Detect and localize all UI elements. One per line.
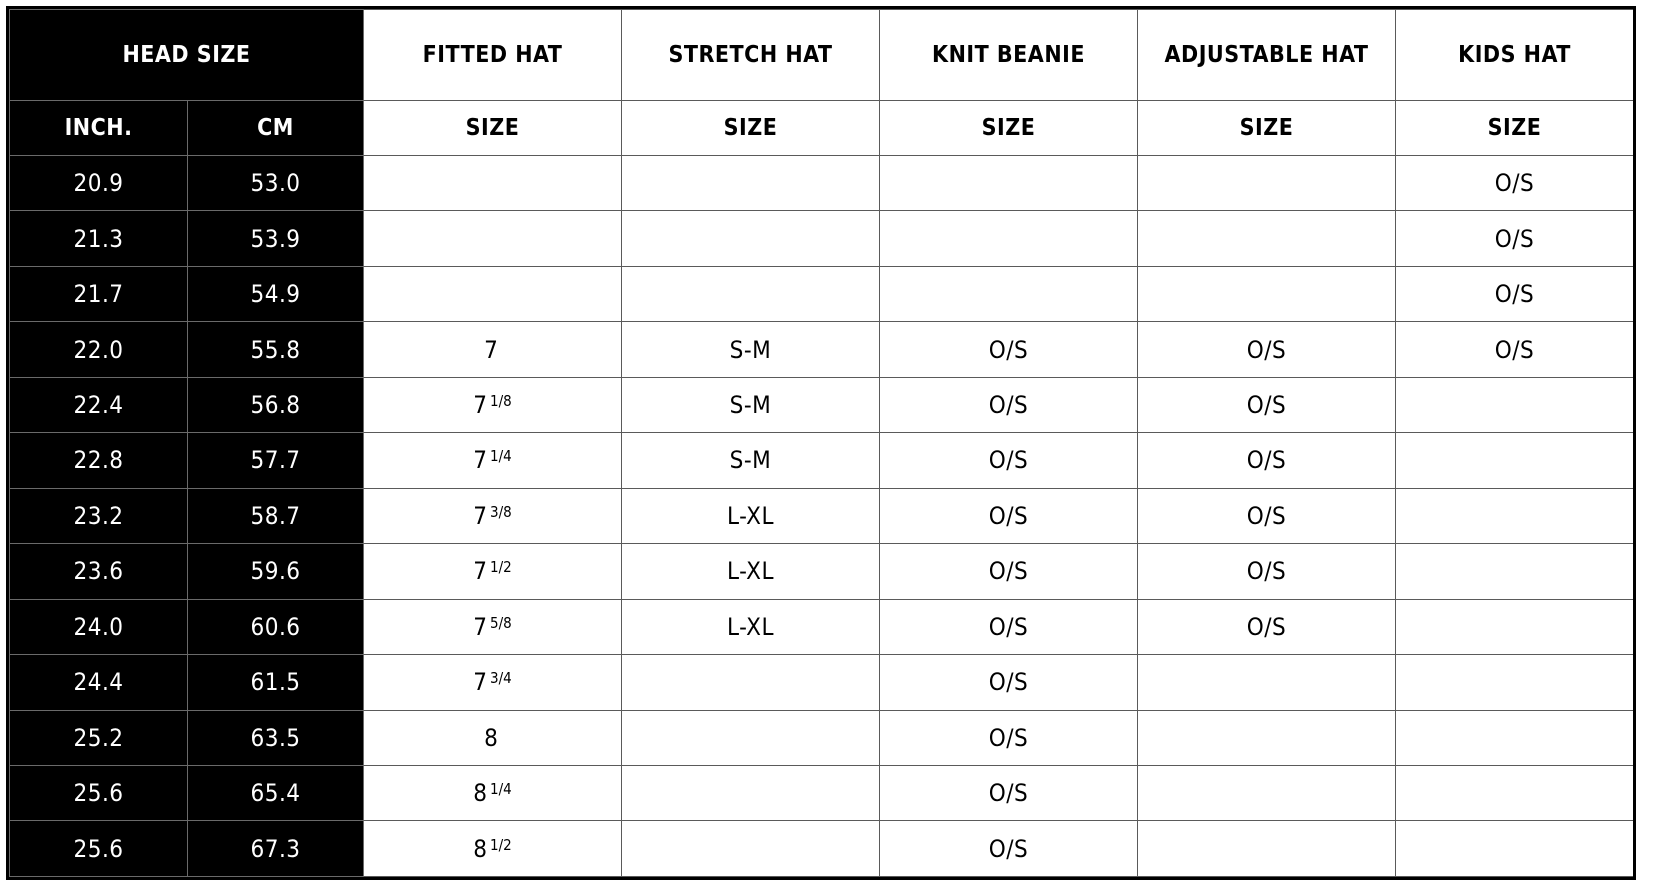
fitted-size-whole: 8	[473, 834, 487, 863]
adjustable-size-cell	[1138, 655, 1396, 710]
fitted-size-cell	[364, 377, 622, 432]
header-row-categories	[10, 10, 1634, 101]
adjustable-size-cell: O/S	[1138, 433, 1396, 488]
table-row	[10, 433, 1634, 488]
fitted-size-fraction: 1/2	[490, 835, 512, 854]
fitted-size-whole: 7	[484, 335, 498, 364]
fitted-size-whole: 8	[484, 723, 498, 752]
table-row	[10, 322, 1634, 377]
fitted-size-cell	[364, 821, 622, 877]
fitted-size-cell	[364, 433, 622, 488]
kids-size-cell	[1396, 544, 1634, 599]
cm-header: CM	[188, 101, 364, 156]
table-row	[10, 266, 1634, 321]
stretch-size-cell: L-XL	[622, 488, 880, 543]
inch-cell: 24.0	[10, 599, 188, 654]
adjustable-size-cell	[1138, 266, 1396, 321]
table-row	[10, 544, 1634, 599]
knit-size-cell	[880, 156, 1138, 211]
table-row	[10, 765, 1634, 820]
knit-size-cell: O/S	[880, 322, 1138, 377]
cm-cell: 65.4	[188, 765, 364, 820]
cm-cell: 67.3	[188, 821, 364, 877]
knit-size-header: SIZE	[880, 101, 1138, 156]
knit-size-cell	[880, 211, 1138, 266]
fitted-size-whole: 7	[473, 446, 487, 475]
kids-size-cell: O/S	[1396, 211, 1634, 266]
cm-cell: 59.6	[188, 544, 364, 599]
fitted-size-whole: 7	[473, 501, 487, 530]
stretch-size-cell	[622, 211, 880, 266]
fitted-size-fraction: 1/4	[490, 780, 512, 799]
fitted-size-cell	[364, 266, 622, 321]
stretch-size-cell: L-XL	[622, 544, 880, 599]
cm-cell: 60.6	[188, 599, 364, 654]
kids-size-cell	[1396, 377, 1634, 432]
fitted-size-whole: 7	[473, 612, 487, 641]
adjustable-size-cell	[1138, 710, 1396, 765]
inch-cell: 22.0	[10, 322, 188, 377]
table-row	[10, 488, 1634, 543]
fitted-size-fraction: 1/8	[490, 392, 512, 411]
table-row	[10, 710, 1634, 765]
fitted-size-cell	[364, 156, 622, 211]
hat-size-chart-table	[9, 9, 1634, 877]
cm-cell: 63.5	[188, 710, 364, 765]
knit-size-cell: O/S	[880, 655, 1138, 710]
kids-size-cell	[1396, 765, 1634, 820]
kids-size-cell: O/S	[1396, 156, 1634, 211]
table-row	[10, 599, 1634, 654]
stretch-size-cell	[622, 821, 880, 877]
fitted-size-cell	[364, 211, 622, 266]
fitted-size-cell	[364, 544, 622, 599]
adjustable-size-cell: O/S	[1138, 599, 1396, 654]
cm-cell: 53.0	[188, 156, 364, 211]
cm-cell: 56.8	[188, 377, 364, 432]
stretch-size-cell	[622, 266, 880, 321]
stretch-size-cell	[622, 655, 880, 710]
stretch-hat-header: STRETCH HAT	[622, 10, 880, 101]
inch-cell: 23.2	[10, 488, 188, 543]
fitted-size-fraction: 1/2	[490, 558, 512, 577]
fitted-size-fraction: 5/8	[490, 613, 512, 632]
fitted-size-header: SIZE	[364, 101, 622, 156]
inch-cell: 25.6	[10, 821, 188, 877]
kids-size-cell	[1396, 433, 1634, 488]
fitted-size-fraction: 1/4	[490, 447, 512, 466]
cm-cell: 53.9	[188, 211, 364, 266]
cm-cell: 57.7	[188, 433, 364, 488]
stretch-size-cell	[622, 710, 880, 765]
knit-size-cell: O/S	[880, 377, 1138, 432]
knit-size-cell: O/S	[880, 765, 1138, 820]
knit-size-cell: O/S	[880, 599, 1138, 654]
cm-cell: 58.7	[188, 488, 364, 543]
kids-size-header: SIZE	[1396, 101, 1634, 156]
adjustable-size-cell	[1138, 211, 1396, 266]
kids-size-cell	[1396, 488, 1634, 543]
stretch-size-header: SIZE	[622, 101, 880, 156]
adjustable-size-cell	[1138, 765, 1396, 820]
kids-size-cell: O/S	[1396, 322, 1634, 377]
stretch-size-cell	[622, 765, 880, 820]
fitted-size-cell	[364, 322, 622, 377]
stretch-size-cell	[622, 156, 880, 211]
fitted-size-fraction: 3/8	[490, 502, 512, 521]
stretch-size-cell: S-M	[622, 433, 880, 488]
kids-hat-header: KIDS HAT	[1396, 10, 1634, 101]
stretch-size-cell: S-M	[622, 322, 880, 377]
knit-size-cell: O/S	[880, 433, 1138, 488]
kids-size-cell: O/S	[1396, 266, 1634, 321]
fitted-size-cell	[364, 710, 622, 765]
inch-cell: 20.9	[10, 156, 188, 211]
fitted-size-cell	[364, 599, 622, 654]
adjustable-size-cell	[1138, 821, 1396, 877]
header-row-units	[10, 101, 1634, 156]
inch-cell: 23.6	[10, 544, 188, 599]
knit-size-cell: O/S	[880, 710, 1138, 765]
fitted-size-whole: 7	[473, 391, 487, 420]
table-row	[10, 211, 1634, 266]
adjustable-size-cell: O/S	[1138, 322, 1396, 377]
cm-cell: 55.8	[188, 322, 364, 377]
cm-cell: 54.9	[188, 266, 364, 321]
stretch-size-cell: L-XL	[622, 599, 880, 654]
stretch-size-cell: S-M	[622, 377, 880, 432]
knit-size-cell: O/S	[880, 544, 1138, 599]
inch-cell: 25.2	[10, 710, 188, 765]
inch-header: INCH.	[10, 101, 188, 156]
fitted-size-cell	[364, 765, 622, 820]
fitted-size-cell	[364, 655, 622, 710]
adjustable-size-cell: O/S	[1138, 488, 1396, 543]
fitted-size-whole: 8	[473, 779, 487, 808]
kids-size-cell	[1396, 710, 1634, 765]
cm-cell: 61.5	[188, 655, 364, 710]
adjustable-hat-header: ADJUSTABLE HAT	[1138, 10, 1396, 101]
inch-cell: 25.6	[10, 765, 188, 820]
inch-cell: 21.7	[10, 266, 188, 321]
adjustable-size-cell: O/S	[1138, 544, 1396, 599]
fitted-size-whole: 7	[473, 557, 487, 586]
knit-size-cell: O/S	[880, 488, 1138, 543]
fitted-size-cell	[364, 488, 622, 543]
fitted-size-fraction: 3/4	[490, 669, 512, 688]
fitted-size-whole: 7	[473, 668, 487, 697]
table-row	[10, 655, 1634, 710]
head-size-header: HEAD SIZE	[10, 10, 364, 101]
adjustable-size-header: SIZE	[1138, 101, 1396, 156]
inch-cell: 22.8	[10, 433, 188, 488]
kids-size-cell	[1396, 599, 1634, 654]
knit-size-cell: O/S	[880, 821, 1138, 877]
size-chart-frame	[6, 6, 1636, 880]
table-row	[10, 156, 1634, 211]
inch-cell: 22.4	[10, 377, 188, 432]
knit-size-cell	[880, 266, 1138, 321]
adjustable-size-cell: O/S	[1138, 377, 1396, 432]
table-row	[10, 377, 1634, 432]
inch-cell: 24.4	[10, 655, 188, 710]
kids-size-cell	[1396, 821, 1634, 877]
table-row	[10, 821, 1634, 877]
adjustable-size-cell	[1138, 156, 1396, 211]
knit-beanie-header: KNIT BEANIE	[880, 10, 1138, 101]
inch-cell: 21.3	[10, 211, 188, 266]
fitted-hat-header: FITTED HAT	[364, 10, 622, 101]
kids-size-cell	[1396, 655, 1634, 710]
size-rows	[10, 156, 1634, 877]
